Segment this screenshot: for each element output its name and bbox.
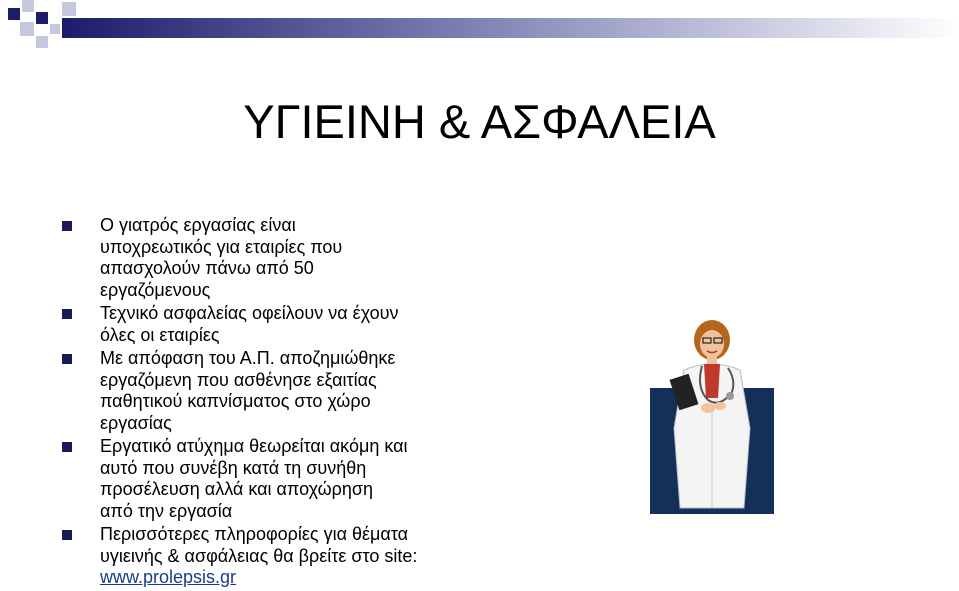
bullet-square-icon [62, 442, 72, 452]
bullet-square-icon [62, 309, 72, 319]
list-item [62, 436, 482, 522]
list-item [62, 348, 482, 434]
bullet-list [62, 215, 482, 591]
doctor-illustration [648, 318, 776, 518]
prolepsis-link[interactable]: www.prolepsis.gr [100, 567, 237, 587]
header-decoration [0, 0, 959, 60]
list-item [62, 215, 482, 301]
slide-title: ΥΓΙΕΙΝΗ & ΑΣΦΑΛΕΙΑ [243, 95, 716, 148]
bullet-text: Εργατικό ατύχημα θεωρείται ακόμη και αυτό που συνέβη κατά τη συνήθη προσέλευση αλλά και αποχώρηση από την εργασία [100, 436, 408, 521]
list-item [62, 303, 482, 346]
bullet-square-icon [62, 354, 72, 364]
bullet-square-icon [62, 530, 72, 540]
bullet-text: Τεχνικό ασφαλείας οφείλουν να έχουν όλες οι εταιρίες [100, 303, 399, 345]
bullet-text: Περισσότερες πληροφορίες για θέματα υγιεινής & ασφάλειας θα βρείτε στο site: [100, 524, 418, 566]
bullet-text: Με απόφαση του Α.Π. αποζημιώθηκε εργαζόμενη που ασθένησε εξαιτίας παθητικού καπνίσματος στο χώρο εργασίας [100, 348, 396, 433]
list-item [62, 524, 482, 589]
bullet-square-icon [62, 221, 72, 231]
bullet-text: Ο γιατρός εργασίας είναι υποχρεωτικός για εταιρίες που απασχολούν πάνω από 50 εργαζόμενους [100, 215, 343, 300]
